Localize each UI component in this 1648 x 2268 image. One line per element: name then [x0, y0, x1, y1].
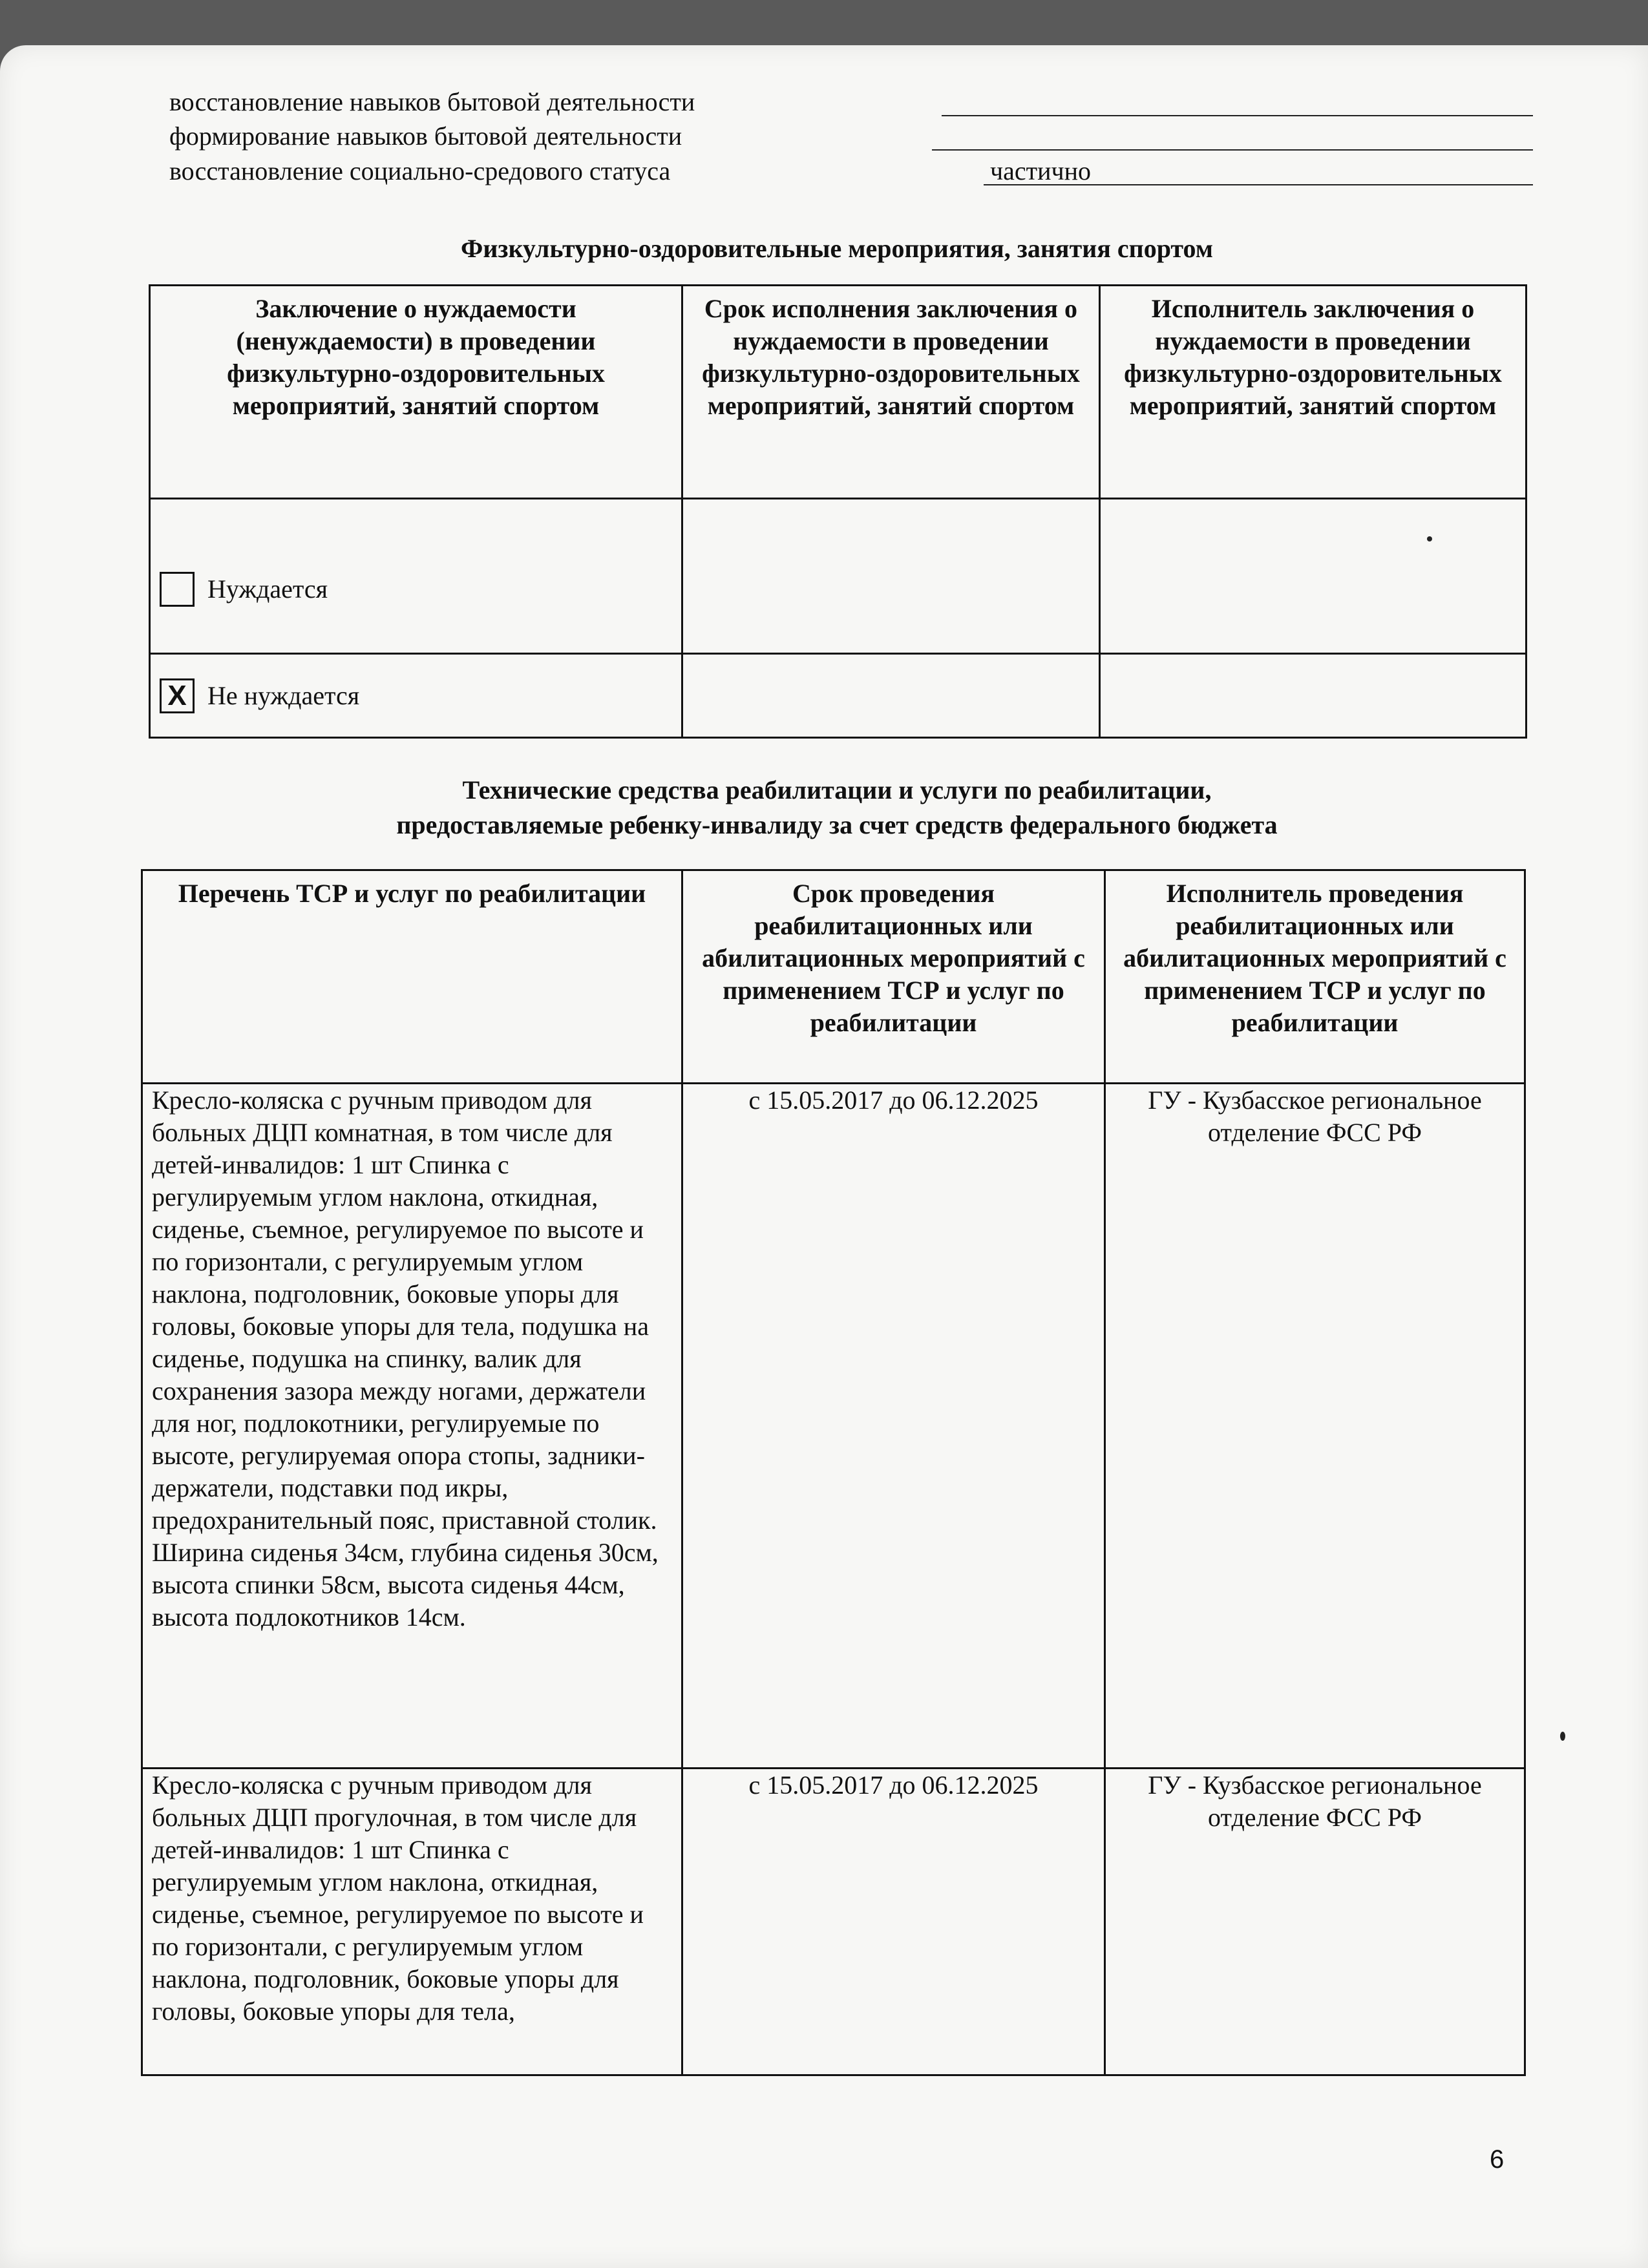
tsr-item-description: Кресло-коляска с ручным приводом для больных ДЦП комнатная, в том числе для детей-инвалидов: 1 шт Спинка с регулируемым углом наклона, откидная, сиденье, съемное, регулируемое по высоте и по горизонтали, с регулируемым углом наклона, подголовник, боковые упоры для головы, боковые упоры для тела, подушка на сиденье, подушка на спинку, валик для сохранения зазора между ногами, держатели для ног, подлокотники, регулируемые по высоте, регулируемая опора стопы, задники-держатели, подставки под икры, предохранительный пояс, приставной столик. Ширина сиденья 34см, глубина сиденья 30см, высота спинки 58см, высота сиденья 44см, высота подлокотников 14см. — [142, 1084, 682, 1769]
not-needs-label: Не нуждается — [207, 680, 360, 710]
sport-term-cell — [682, 499, 1100, 654]
page-number: 6 — [1490, 2145, 1505, 2174]
sport-executor-cell — [1100, 654, 1527, 738]
status-label: формирование навыков бытовой деятельности — [169, 121, 682, 151]
sport-header-need: Заключение о нуждаемости (ненуждаемости) в проведении физкультурно-оздоровительных мероприятий, занятий спортом — [150, 286, 682, 499]
tsr-section-title-line1: Технические средства реабилитации и услуги по реабилитации, — [462, 775, 1212, 804]
sport-row-needs — [150, 499, 1527, 654]
status-label: восстановление социально-средового статуса — [169, 156, 671, 185]
tsr-item-period: с 15.05.2017 до 06.12.2025 — [682, 1084, 1105, 1769]
needs-checkbox[interactable] — [160, 572, 195, 607]
status-label: восстановление навыков бытовой деятельности — [169, 87, 695, 116]
fill-line — [932, 149, 1533, 151]
sport-executor-cell — [1100, 499, 1527, 654]
tsr-section-title-line2: предоставляемые ребенку-инвалиду за счет средств федерального бюджета — [396, 810, 1278, 839]
sport-table — [149, 284, 1527, 739]
tsr-item-period: с 15.05.2017 до 06.12.2025 — [682, 1769, 1105, 2075]
fill-line — [984, 184, 1533, 185]
status-line-social-status — [169, 153, 1533, 189]
tsr-table — [141, 869, 1526, 2076]
sport-table-header-row — [150, 286, 1527, 499]
tsr-header-list: Перечень ТСР и услуг по реабилитации — [142, 870, 682, 1084]
sport-header-executor: Исполнитель заключения о нуждаемости в проведении физкультурно-оздоровительных мероприятий, занятий спортом — [1100, 286, 1527, 499]
tsr-item-executor: ГУ - Кузбасское региональное отделение ФСС РФ — [1105, 1769, 1525, 2075]
tsr-header-executor: Исполнитель проведения реабилитационных или абилитационных мероприятий с применением ТСР и услуг по реабилитации — [1105, 870, 1525, 1084]
tsr-row — [142, 1769, 1525, 2075]
tsr-table-header-row — [142, 870, 1525, 1084]
not-needs-checkbox[interactable]: X — [160, 678, 195, 713]
tsr-item-description: Кресло-коляска с ручным приводом для больных ДЦП прогулочная, в том числе для детей-инвалидов: 1 шт Спинка с регулируемым углом наклона, откидная, сиденье, съемное, регулируемое по высоте и по горизонтали, с регулируемым углом наклона, подголовник, боковые упоры для головы, боковые упоры для тела, — [142, 1769, 682, 2075]
needs-label: Нуждается — [207, 574, 328, 604]
sport-section-title: Физкультурно-оздоровительные мероприятия, занятия спортом — [460, 234, 1214, 263]
scan-speck — [1427, 536, 1432, 541]
status-value: частично — [990, 156, 1092, 185]
sport-row-not-needs — [150, 654, 1527, 738]
tsr-item-executor: ГУ - Кузбасское региональное отделение ФСС РФ — [1105, 1084, 1525, 1769]
sport-header-term: Срок исполнения заключения о нуждаемости в проведении физкультурно-оздоровительных мероприятий, занятий спортом — [682, 286, 1100, 499]
fill-line — [942, 115, 1533, 116]
tsr-row — [142, 1084, 1525, 1769]
status-line-form-household — [169, 118, 1533, 154]
tsr-header-period: Срок проведения реабилитационных или абилитационных мероприятий с применением ТСР и услуг по реабилитации — [682, 870, 1105, 1084]
sport-term-cell — [682, 654, 1100, 738]
scan-speck — [1560, 1732, 1565, 1741]
status-line-restore-household — [169, 84, 1533, 120]
